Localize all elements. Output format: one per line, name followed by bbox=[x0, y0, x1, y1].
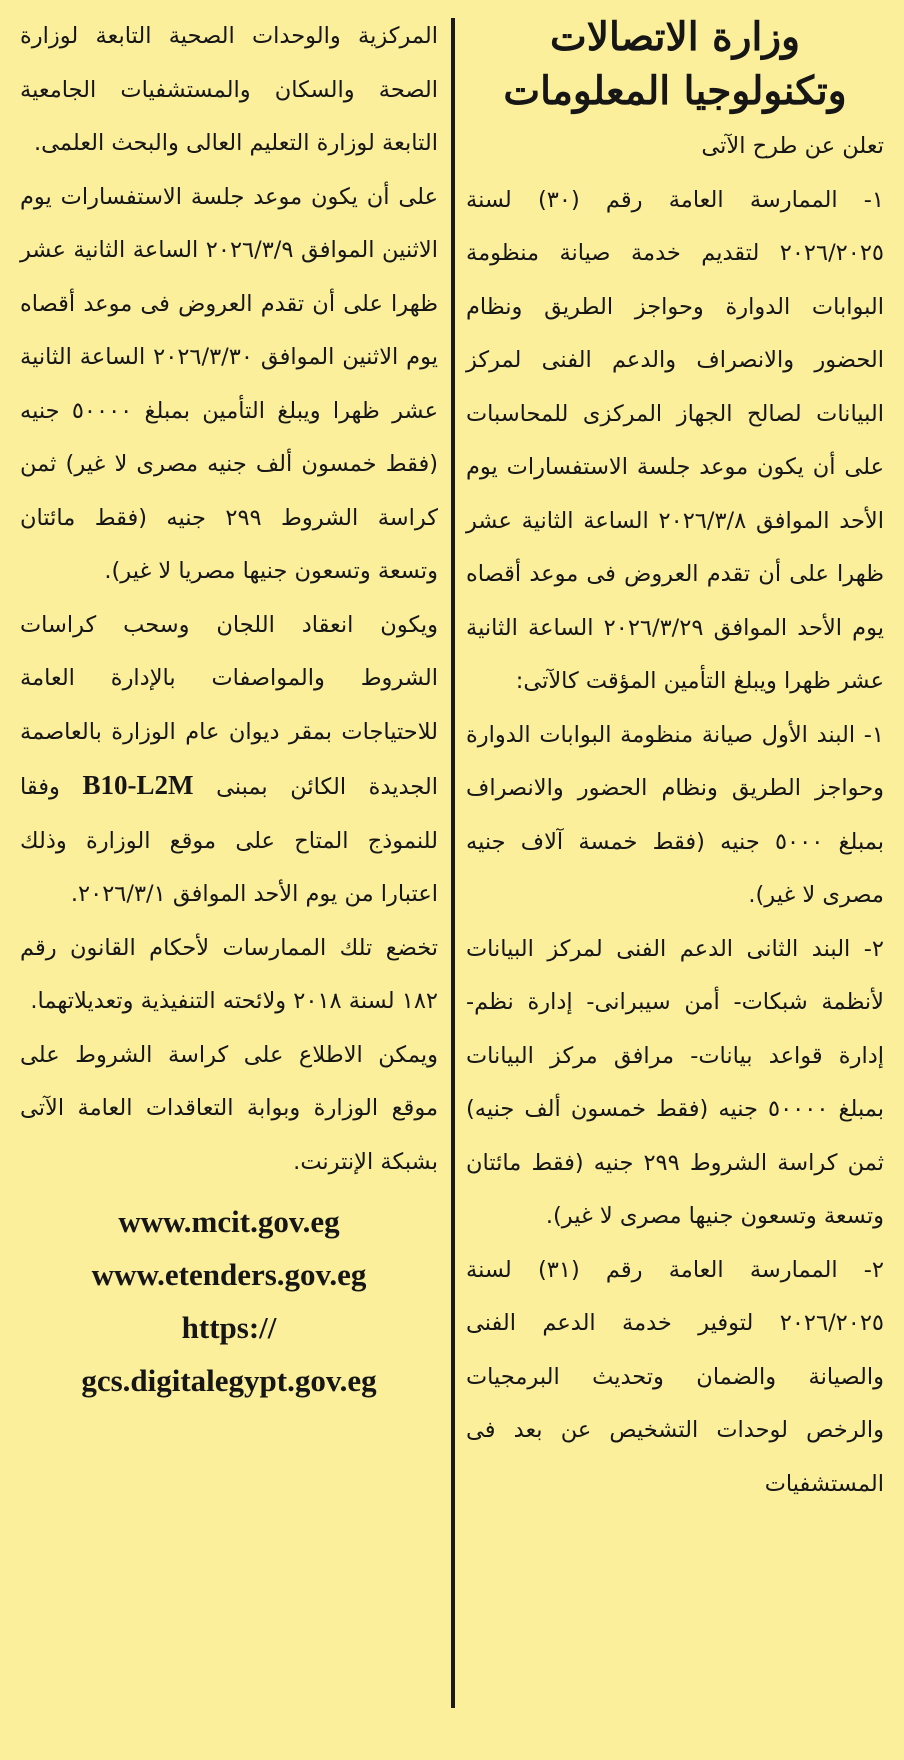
title-line-1: وزارة الاتصالات bbox=[550, 14, 800, 60]
law-paragraph: تخضع تلك الممارسات لأحكام القانون رقم ١٨٢ لسنة ٢٠١٨ ولائحته التنفيذية وتعديلاتهما. bbox=[20, 934, 438, 1014]
building-code: B10-L2M bbox=[82, 770, 194, 800]
website-links bbox=[20, 1195, 438, 1407]
item-2-paragraph: ٢- البند الثانى الدعم الفنى لمركز البيانات لأنظمة شبكات- أمن سيبرانى- إدارة نظم- إدارة قواعد بيانات- مرافق مركز البيانات بمبلغ ٥٠٠٠٠ جنيه (فقط خمسون ألف جنيه) ثمن كراسة الشروط ٢٩٩ جنيه (فقط مائتان وتسعة وتسعون جنيها مصرى لا غير). bbox=[466, 935, 885, 1229]
access-paragraph: ويمكن الاطلاع على كراسة الشروط على موقع الوزارة وبوابة التعاقدات العامة الآتى بشبكة الإنترنت. bbox=[20, 1041, 438, 1175]
url-etenders[interactable]: www.etenders.gov.eg bbox=[91, 1257, 367, 1292]
ministry-title bbox=[466, 10, 884, 118]
tender-31-continued: المركزية والوحدات الصحية التابعة لوزارة الصحة والسكان والمستشفيات الجامعية التابعة لوزارة التعليم العالى والبحث العلمى. bbox=[20, 23, 438, 156]
url-gcs[interactable]: gcs.digitalegypt.gov.eg bbox=[81, 1363, 377, 1398]
schedule-paragraph: على أن يكون موعد جلسة الاستفسارات يوم الاثنين الموافق ٢٠٢٦/٣/٩ الساعة الثانية عشر ظهرا على أن تقدم العروض فى موعد أقصاه يوم الاثنين الموافق ٢٠٢٦/٣/٣٠ الساعة الثانية عشر ظهرا ويبلغ التأمين بمبلغ ٥٠٠٠٠ جنيه (فقط خمسون ألف جنيه مصرى لا غير) ثمن كراسة الشروط ٢٩٩ جنيه (فقط مائتان وتسعة وتسعون جنيها مصريا لا غير). bbox=[20, 183, 439, 584]
committees-text-continued: وفقا للنموذج المتاح على موقع الوزارة وذلك اعتبارا من يوم الأحد الموافق ٢٠٢٦/٣/١. bbox=[20, 774, 438, 907]
committees-text: ويكون انعقاد اللجان وسحب كراسات الشروط والمواصفات بالإدارة العامة للاحتياجات بمقر ديوان عام الوزارة بالعاصمة الجديدة الكائن بمبنى bbox=[20, 611, 438, 800]
right-column bbox=[466, 10, 884, 1750]
committees-paragraph bbox=[20, 599, 438, 922]
item-1-paragraph: ١- البند الأول صيانة منظومة البوابات الدوارة وحواجز الطريق ونظام الحضور والانصراف بمبلغ ٥٠٠٠ جنيه (فقط خمسة آلاف جنيه مصرى لا غير). bbox=[466, 721, 885, 908]
column-divider bbox=[451, 18, 455, 1708]
title-line-2: وتكنولوجيا المعلومات bbox=[503, 68, 847, 114]
url-mcit[interactable]: www.mcit.gov.eg bbox=[118, 1204, 340, 1239]
left-column bbox=[20, 10, 438, 1750]
tender-31-paragraph: ٢- الممارسة العامة رقم (٣١) لسنة ٢٠٢٦/٢٠٢٥ لتوفير خدمة الدعم الفنى والصيانة والضمان وتحديث البرمجيات والرخص لوحدات التشخيص عن بعد فى المستشفيات bbox=[466, 1256, 884, 1497]
intro-text: تعلن عن طرح الآتى bbox=[701, 133, 884, 159]
tender-30-paragraph: ١- الممارسة العامة رقم (٣٠) لسنة ٢٠٢٦/٢٠٢٥ لتقديم خدمة صيانة منظومة البوابات الدوارة وحواجز الطريق ونظام الحضور والانصراف والدعم الفنى لمركز البيانات لصالح الجهاز المركزى للمحاسبات على أن يكون موعد جلسة الاستفسارات يوم الأحد الموافق ٢٠٢٦/٣/٨ الساعة الثانية عشر ظهرا على أن تقدم العروض فى موعد أقصاه يوم الأحد الموافق ٢٠٢٦/٣/٢٩ الساعة الثانية عشر ظهرا ويبلغ التأمين المؤقت كالآتى: bbox=[466, 186, 884, 694]
url-https-prefix[interactable]: https:// bbox=[181, 1310, 277, 1345]
